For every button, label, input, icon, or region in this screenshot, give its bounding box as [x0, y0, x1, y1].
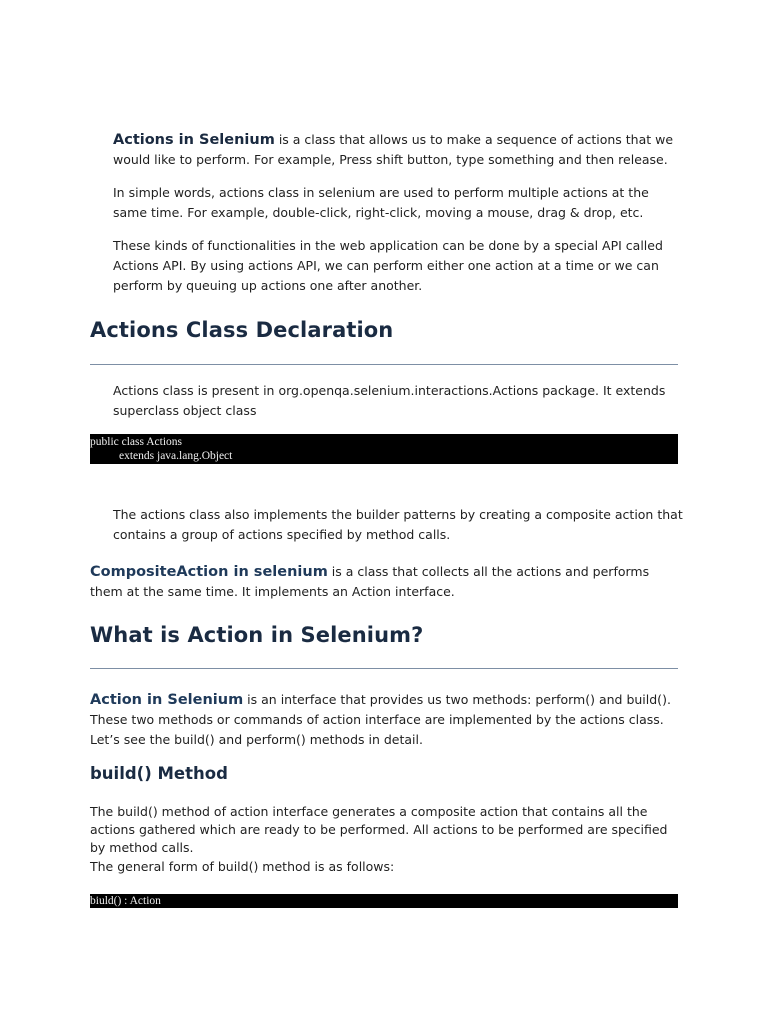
builder-pattern-paragraph: The actions class also implements the builder patterns by creating a composite action that contains a group of actions specified by method calls.	[113, 507, 683, 542]
heading-build-method: build() Method	[90, 764, 228, 783]
heading-rule	[90, 668, 678, 669]
code-block-declaration	[90, 434, 678, 464]
heading-actions-class-declaration: Actions Class Declaration	[90, 318, 394, 342]
code-line: public class Actions	[90, 436, 182, 448]
heading-rule	[90, 364, 678, 365]
build-method-paragraph: The build() method of action interface generates a composite action that contains all the actions gathered which are ready to be performed. All actions to be performed are specified by method calls.	[90, 804, 668, 855]
code-line: biuld() : Action	[90, 895, 161, 907]
code-block-build	[90, 894, 678, 908]
intro-lead-term: Actions in Selenium	[113, 132, 275, 148]
composite-action-paragraph	[90, 562, 680, 602]
composite-action-lead-term: CompositeAction in selenium	[90, 564, 328, 580]
package-paragraph: Actions class is present in org.openqa.selenium.interactions.Actions package. It extends superclass object class	[113, 383, 666, 418]
action-interface-paragraph	[90, 690, 680, 750]
composite-action-text: is a class that collects all the actions and performs them at the same time. It implements an Action interface.	[90, 564, 650, 599]
simple-words-paragraph: In simple words, actions class in selenium are used to perform multiple actions at the same time. For example, double-click, right-click, moving a mouse, drag & drop, etc.	[113, 185, 649, 220]
code-line: extends java.lang.Object	[119, 450, 233, 462]
intro-text: is a class that allows us to make a sequence of actions that we would like to perform. For example, Press shift button, type something and then release.	[113, 132, 674, 167]
intro-paragraph	[113, 130, 683, 170]
general-form-paragraph: The general form of build() method is as follows:	[90, 859, 395, 874]
action-interface-text: is an interface that provides us two methods: perform() and build(). These two methods or commands of action interface are implemented by the actions class. Let’s see the build() and perform() methods in detail.	[90, 692, 671, 747]
action-lead-term: Action in Selenium	[90, 692, 244, 708]
heading-what-is-action: What is Action in Selenium?	[90, 623, 424, 647]
functionalities-paragraph: These kinds of functionalities in the web application can be done by a special API called Actions API. By using actions API, we can perform either one action at a time or we can perform by queuing up actions one after another.	[113, 238, 663, 293]
